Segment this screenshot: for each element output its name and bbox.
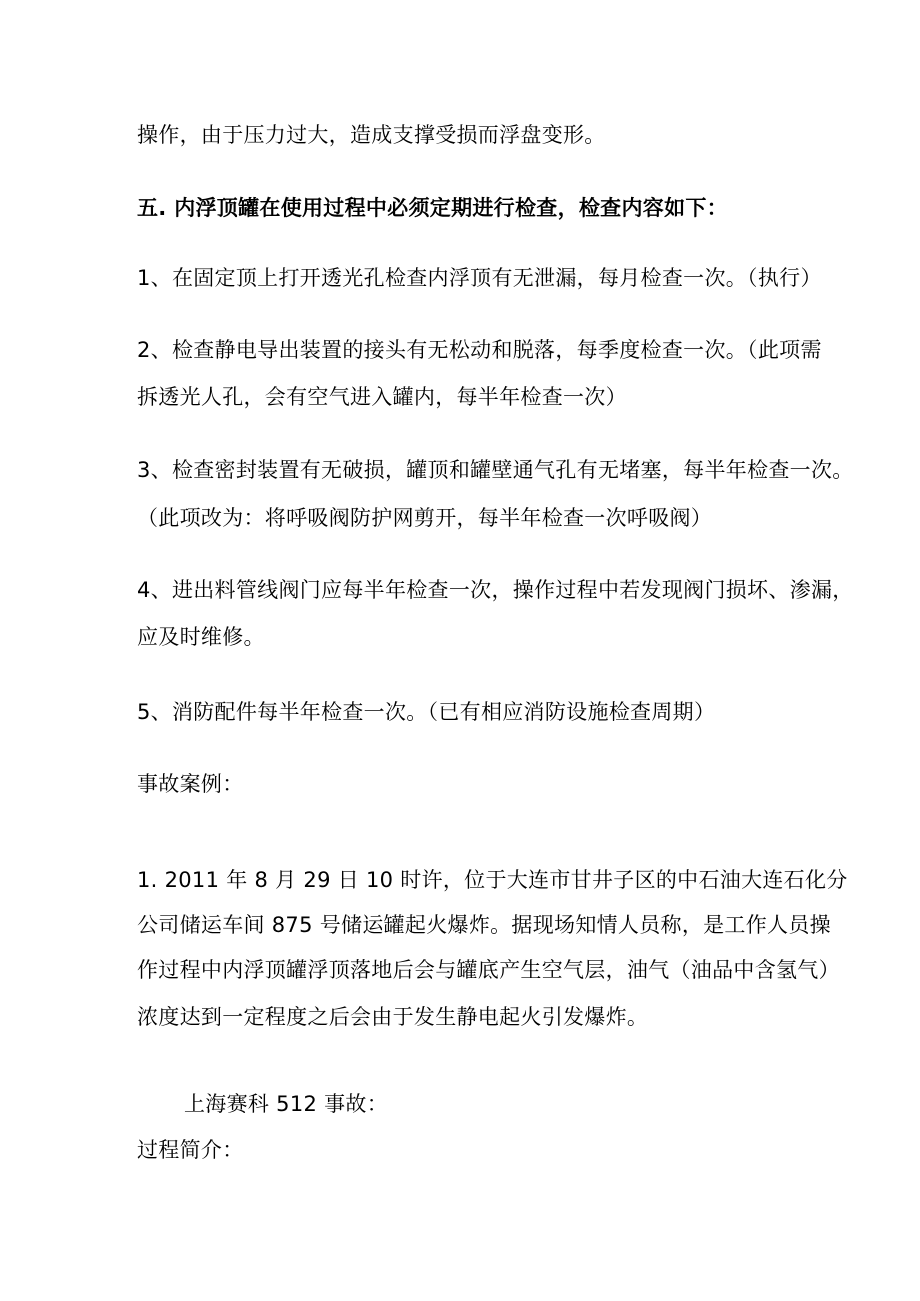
case-1-line: 公司储运车间 875 号储运罐起火爆炸。据现场知情人员称，是工作人员操 — [137, 913, 831, 937]
list-item-3-cont: （此项改为：将呼吸阀防护网剪开，每半年检查一次呼吸阀） — [137, 506, 713, 530]
accident-cases-heading: 事故案例： — [137, 772, 244, 796]
section-heading: 五. 内浮顶罐在使用过程中必须定期进行检查，检查内容如下： — [137, 196, 728, 220]
process-summary-heading: 过程简介： — [137, 1138, 244, 1162]
case-1-line: 1. 2011 年 8 月 29 日 10 时许，位于大连市甘井子区的中石油大连石化分 — [137, 868, 848, 892]
case-2-heading: 上海赛科 512 事故： — [184, 1092, 389, 1116]
list-item-3: 3、检查密封装置有无破损，罐顶和罐壁通气孔有无堵塞，每半年检查一次。 — [137, 458, 854, 482]
list-item-2: 2、检查静电导出装置的接头有无松动和脱落，每季度检查一次。（此项需 — [137, 338, 822, 362]
list-item-2-cont: 拆透光人孔，会有空气进入罐内，每半年检查一次） — [137, 385, 627, 409]
case-1-line: 浓度达到一定程度之后会由于发生静电起火引发爆炸。 — [137, 1005, 649, 1029]
paragraph-line: 操作，由于压力过大，造成支撑受损而浮盘变形。 — [137, 123, 606, 147]
list-item-1: 1、在固定顶上打开透光孔检查内浮顶有无泄漏，每月检查一次。（执行） — [137, 266, 822, 290]
list-item-4: 4、进出料管线阀门应每半年检查一次，操作过程中若发现阀门损坏、渗漏， — [137, 578, 854, 602]
case-1-line: 作过程中内浮顶罐浮顶落地后会与罐底产生空气层，油气（油品中含氢气） — [137, 958, 840, 982]
list-item-5: 5、消防配件每半年检查一次。（已有相应消防设施检查周期） — [137, 700, 716, 724]
list-item-4-cont: 应及时维修。 — [137, 625, 265, 649]
